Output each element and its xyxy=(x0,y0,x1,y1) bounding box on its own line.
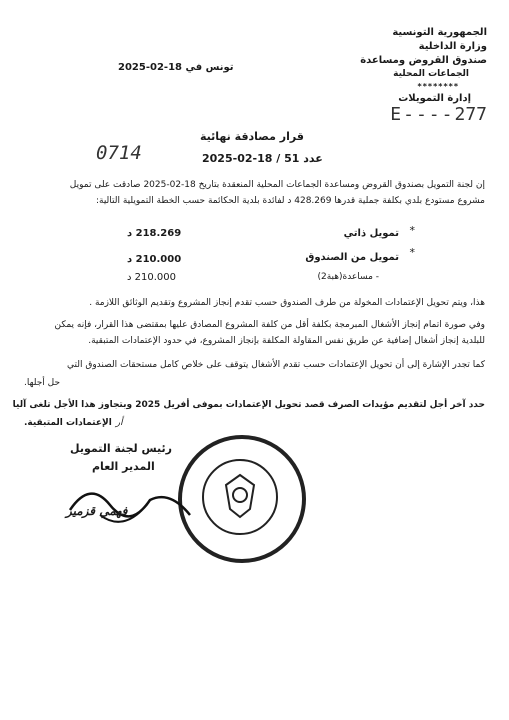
header-republic: الجمهورية التونسية xyxy=(392,27,487,38)
paragraph-4b: ﺃﺭالإعتمادات المتبقية. xyxy=(24,418,123,428)
signature-title-1: رئيس لجنة التمويل xyxy=(70,442,172,455)
financing-amount-1: 218.269 د xyxy=(127,228,182,239)
paragraph-3b: حل أجلها. xyxy=(24,378,61,388)
intro-line-1: إن لجنة التمويل بصندوق القروض ومساعدة الجماعات المحلية المنعقدة بتاريخ 18-02-2025 صادقت على تمويل xyxy=(69,180,485,190)
reference-number: E----277 xyxy=(390,104,487,125)
signature-title-2: المدير العام xyxy=(92,460,155,473)
financing-amount-2: 210.000 د xyxy=(127,254,182,265)
handwritten-number: 0714 xyxy=(96,142,142,164)
place-date: تونس في 18-02-2025 xyxy=(118,62,234,73)
signatory-name: فهمي قزمير xyxy=(66,504,128,518)
financing-label-3: - مساعدة(هبة2) xyxy=(317,272,379,282)
header-ministry: وزارة الداخلية xyxy=(418,41,487,52)
paragraph-4a: حدد آخر أجل لتقديم مؤيدات الصرف قصد تحويل الإعتمادات بموفى أفريل 2025 وبتجاوز هذا الأجل تلغى آليا xyxy=(12,400,485,410)
seal-emblem xyxy=(202,459,278,535)
seal-emblem-icon xyxy=(204,461,276,533)
paragraph-1: هذا، ويتم تحويل الإعتمادات المخولة من طرف الصندوق حسب تقدم إنجاز المشروع وتقديم الوثائق اللازمة . xyxy=(89,298,485,308)
header-financing-dept: إدارة التمويلات xyxy=(398,93,471,104)
header-fund: صندوق القروض ومساعدة xyxy=(360,55,487,66)
financing-amount-3: 210.000 د xyxy=(127,272,176,283)
paragraph-2a: وفي صورة اتمام إنجاز الأشغال المبرمجة بكلفة أقل من كلفة المشروع المصادق عليها بمقتضى هذا القرار، فإنه يمكن xyxy=(54,320,485,330)
financing-label-1: تمويل ذاتي xyxy=(343,228,399,239)
header-stars: ******** xyxy=(417,82,459,91)
paragraph-3a: كما تجدر الإشارة إلى أن تحويل الإعتمادات حسب تقدم الأشغال يتوقف على خلاص كامل مستحقات الصندوق التي xyxy=(67,360,485,370)
paragraph-2b: للبلدية إنجاز أشغال إضافية عن طريق نفس المقاولة المكلفة بإنجاز المشروع، في حدود الإعتمادات المتبقية. xyxy=(88,336,485,346)
decision-number: عدد 51 / 18-02-2025 xyxy=(202,152,323,165)
header-communities: الجماعات المحلية xyxy=(393,69,469,79)
intro-line-2: مشروع مستودع بلدي بكلفة جملية قدرها 428.269 د لفائدة بلدية الحكائمة حسب الخطة التمويلية التالية: xyxy=(95,196,485,206)
bullet-2: * xyxy=(409,246,415,259)
financing-label-2: تمويل من الصندوق xyxy=(305,252,399,263)
decision-title: قرار مصادقة نهائية xyxy=(200,130,304,143)
bullet-1: * xyxy=(409,224,415,237)
